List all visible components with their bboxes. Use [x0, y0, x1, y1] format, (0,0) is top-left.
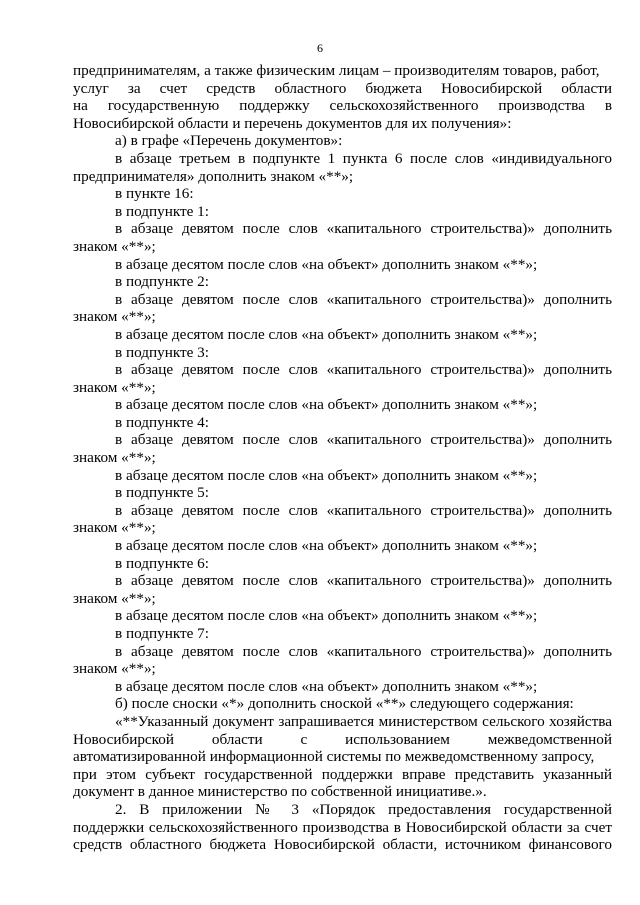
- document-body: [73, 62, 612, 854]
- text-line: знаком «**»;: [73, 378, 156, 396]
- text-line: в подпункте 1:: [115, 202, 209, 220]
- text-line: знаком «**»;: [73, 589, 156, 607]
- text-line: в абзаце десятом после слов «на объект» дополнить знаком «**»;: [115, 537, 538, 555]
- text-line: в абзаце девятом после слов «капитального строительства)» дополнить: [115, 290, 612, 308]
- text-line: средств областного бюджета Новосибирской области, источником финансового: [73, 836, 612, 854]
- text-line: в абзаце десятом после слов «на объект» дополнить знаком «**»;: [115, 396, 538, 414]
- text-line: в подпункте 5:: [115, 484, 209, 502]
- text-line: в абзаце девятом после слов «капитального строительства)» дополнить: [115, 361, 612, 379]
- text-line: поддержки сельскохозяйственного производства в Новосибирской области за счет: [73, 818, 612, 836]
- text-line: Новосибирской области с использованием межведомственной: [73, 730, 612, 748]
- page-number: 6: [317, 41, 323, 55]
- text-line: в абзаце десятом после слов «на объект» дополнить знаком «**»;: [115, 607, 538, 625]
- text-line: знаком «**»;: [73, 237, 156, 255]
- text-line: в абзаце десятом после слов «на объект» дополнить знаком «**»;: [115, 325, 538, 343]
- text-line: 2. В приложении № 3 «Порядок предоставления государственной: [115, 800, 612, 818]
- text-line: в подпункте 6:: [115, 554, 209, 572]
- text-line: на государственную поддержку сельскохозяйственного производства в: [73, 97, 612, 115]
- text-line: б) после сноски «*» дополнить сноской «**» следующего содержания:: [115, 695, 574, 713]
- text-line: знаком «**»;: [73, 308, 156, 326]
- text-line: знаком «**»;: [73, 519, 156, 537]
- text-line: «**Указанный документ запрашивается министерством сельского хозяйства: [115, 712, 612, 730]
- text-line: в абзаце девятом после слов «капитального строительства)» дополнить: [115, 220, 612, 238]
- text-line: услуг за счет средств областного бюджета Новосибирской области: [73, 79, 612, 97]
- text-line: в абзаце десятом после слов «на объект» дополнить знаком «**»;: [115, 466, 538, 484]
- text-line: в абзаце девятом после слов «капитального строительства)» дополнить: [115, 642, 612, 660]
- text-line: в абзаце десятом после слов «на объект» дополнить знаком «**»;: [115, 677, 538, 695]
- text-line: в абзаце девятом после слов «капитального строительства)» дополнить: [115, 501, 612, 519]
- text-line: знаком «**»;: [73, 660, 156, 678]
- text-line: предпринимателя» дополнить знаком «**»;: [73, 167, 354, 185]
- text-line: в абзаце девятом после слов «капитального строительства)» дополнить: [115, 572, 612, 590]
- text-line: в подпункте 7:: [115, 625, 209, 642]
- text-line: Новосибирской области и перечень документов для их получения»:: [73, 114, 512, 132]
- text-line: в подпункте 4:: [115, 413, 209, 431]
- text-line: а) в графе «Перечень документов»:: [115, 132, 343, 150]
- text-line: в подпункте 2:: [115, 273, 209, 291]
- text-line: при этом субъект государственной поддержки вправе представить указанный: [73, 765, 612, 783]
- text-line: в абзаце девятом после слов «капитального строительства)» дополнить: [115, 431, 612, 449]
- text-line: в абзаце десятом после слов «на объект» дополнить знаком «**»;: [115, 255, 538, 273]
- text-line: знаком «**»;: [73, 449, 156, 467]
- text-line: предпринимателям, а также физическим лицам – производителям товаров, работ,: [73, 62, 600, 79]
- text-line: автоматизированной информационной системы по межведомственному запросу,: [73, 748, 595, 766]
- text-line: в абзаце третьем в подпункте 1 пункта 6 после слов «индивидуального: [115, 149, 612, 167]
- text-line: в пункте 16:: [115, 185, 194, 203]
- text-line: документ в данное министерство по собственной инициативе.».: [73, 783, 487, 801]
- text-line: в подпункте 3:: [115, 343, 209, 361]
